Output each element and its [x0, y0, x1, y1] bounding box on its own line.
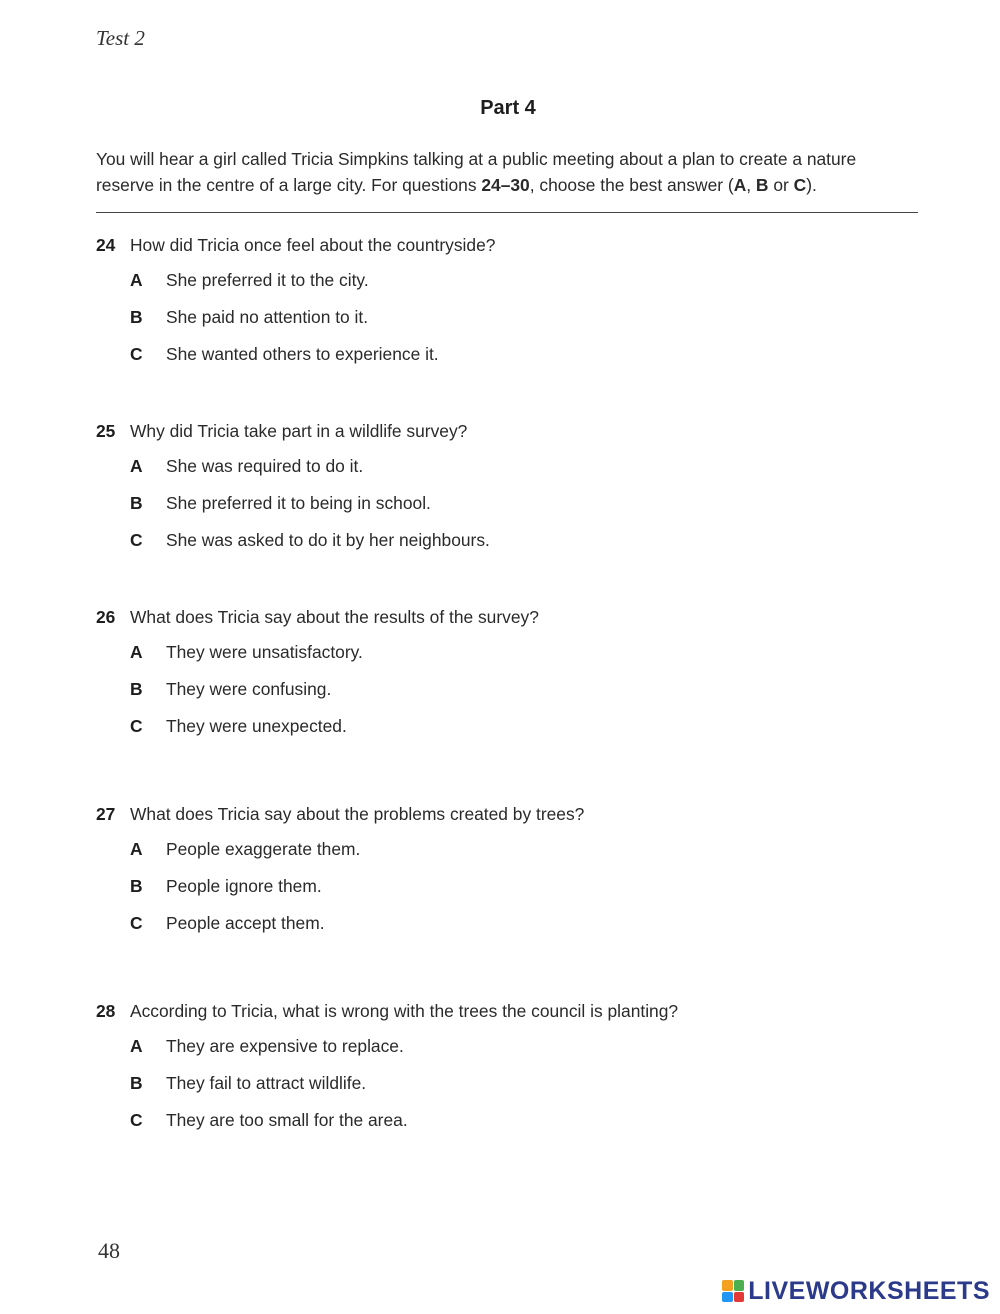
option-letter: C	[130, 1110, 143, 1130]
option-28-a[interactable]	[96, 1023, 956, 1060]
option-25-a[interactable]	[96, 443, 956, 480]
question-stem	[96, 999, 956, 1023]
question-number: 26	[96, 607, 116, 627]
logo-square	[722, 1292, 733, 1303]
option-26-b[interactable]	[96, 666, 956, 703]
question-text: How did Tricia once feel about the countryside?	[130, 235, 496, 255]
option-letter: B	[130, 679, 143, 699]
option-letter: A	[130, 270, 143, 290]
instructions-text: ).	[806, 175, 817, 195]
question-stem	[96, 802, 956, 826]
option-24-c[interactable]	[96, 331, 956, 368]
option-letter: B	[130, 1073, 143, 1093]
option-text: They are too small for the area.	[166, 1110, 408, 1130]
option-letter: C	[130, 530, 143, 550]
instructions-text: or	[768, 175, 794, 195]
liveworksheets-watermark	[722, 1276, 990, 1306]
option-28-c[interactable]	[96, 1097, 956, 1134]
option-text: She was required to do it.	[166, 456, 364, 476]
option-text: She was asked to do it by her neighbours.	[166, 530, 490, 550]
question-28	[96, 999, 956, 1134]
question-text: Why did Tricia take part in a wildlife survey?	[130, 421, 468, 441]
instructions-text: reserve in the centre of a large city. For questions	[96, 175, 482, 195]
instructions-text: , choose the best answer (	[529, 175, 734, 195]
instructions-line-1: You will hear a girl called Tricia Simpkins talking at a public meeting about a plan to create a nature	[96, 149, 857, 169]
question-range: 24–30	[481, 175, 530, 195]
divider	[96, 212, 918, 213]
choice-letter-b: B	[755, 175, 769, 195]
question-text: What does Tricia say about the problems created by trees?	[130, 804, 585, 824]
liveworksheets-wordmark: LIVEWORKSHEETS	[748, 1276, 990, 1305]
option-letter: C	[130, 913, 143, 933]
option-26-a[interactable]	[96, 629, 956, 666]
question-25	[96, 419, 956, 554]
question-stem	[96, 233, 956, 257]
option-text: People accept them.	[166, 913, 325, 933]
option-letter: A	[130, 642, 143, 662]
question-text: What does Tricia say about the results of the survey?	[130, 607, 539, 627]
option-letter: C	[130, 716, 143, 736]
instructions-line-2	[96, 172, 926, 198]
option-25-c[interactable]	[96, 517, 956, 554]
part-title: Part 4	[480, 97, 536, 119]
liveworksheets-logo-icon	[722, 1280, 744, 1302]
question-26	[96, 605, 956, 740]
option-text: They were unexpected.	[166, 716, 347, 736]
option-letter: C	[130, 344, 143, 364]
question-27	[96, 802, 956, 937]
choice-letter-c: C	[793, 175, 807, 195]
option-text: They were unsatisfactory.	[166, 642, 363, 662]
option-27-a[interactable]	[96, 826, 956, 863]
option-letter: B	[130, 493, 143, 513]
question-stem	[96, 605, 956, 629]
option-text: People exaggerate them.	[166, 839, 361, 859]
option-letter: B	[130, 876, 143, 896]
option-text: They fail to attract wildlife.	[166, 1073, 367, 1093]
question-24	[96, 233, 956, 368]
option-letter: A	[130, 1036, 143, 1056]
page-number: 48	[98, 1238, 120, 1263]
option-text: She preferred it to the city.	[166, 270, 369, 290]
question-number: 24	[96, 235, 116, 255]
instructions-text: ,	[746, 175, 756, 195]
question-number: 27	[96, 804, 116, 824]
question-number: 28	[96, 1001, 116, 1021]
option-24-a[interactable]	[96, 257, 956, 294]
option-text: She paid no attention to it.	[166, 307, 369, 327]
option-text: She preferred it to being in school.	[166, 493, 431, 513]
logo-square	[734, 1280, 745, 1291]
option-27-c[interactable]	[96, 900, 956, 937]
option-text: They were confusing.	[166, 679, 332, 699]
question-text: According to Tricia, what is wrong with the trees the council is planting?	[130, 1001, 679, 1021]
option-text: She wanted others to experience it.	[166, 344, 439, 364]
option-letter: A	[130, 456, 143, 476]
option-letter: A	[130, 839, 143, 859]
option-28-b[interactable]	[96, 1060, 956, 1097]
instructions	[96, 146, 926, 198]
option-25-b[interactable]	[96, 480, 956, 517]
choice-letter-a: A	[733, 175, 747, 195]
test-label: Test 2	[96, 26, 145, 50]
option-letter: B	[130, 307, 143, 327]
question-stem	[96, 419, 956, 443]
option-24-b[interactable]	[96, 294, 956, 331]
logo-square	[734, 1292, 745, 1303]
option-text: People ignore them.	[166, 876, 322, 896]
logo-square	[722, 1280, 733, 1291]
question-number: 25	[96, 421, 116, 441]
option-text: They are expensive to replace.	[166, 1036, 404, 1056]
option-26-c[interactable]	[96, 703, 956, 740]
option-27-b[interactable]	[96, 863, 956, 900]
